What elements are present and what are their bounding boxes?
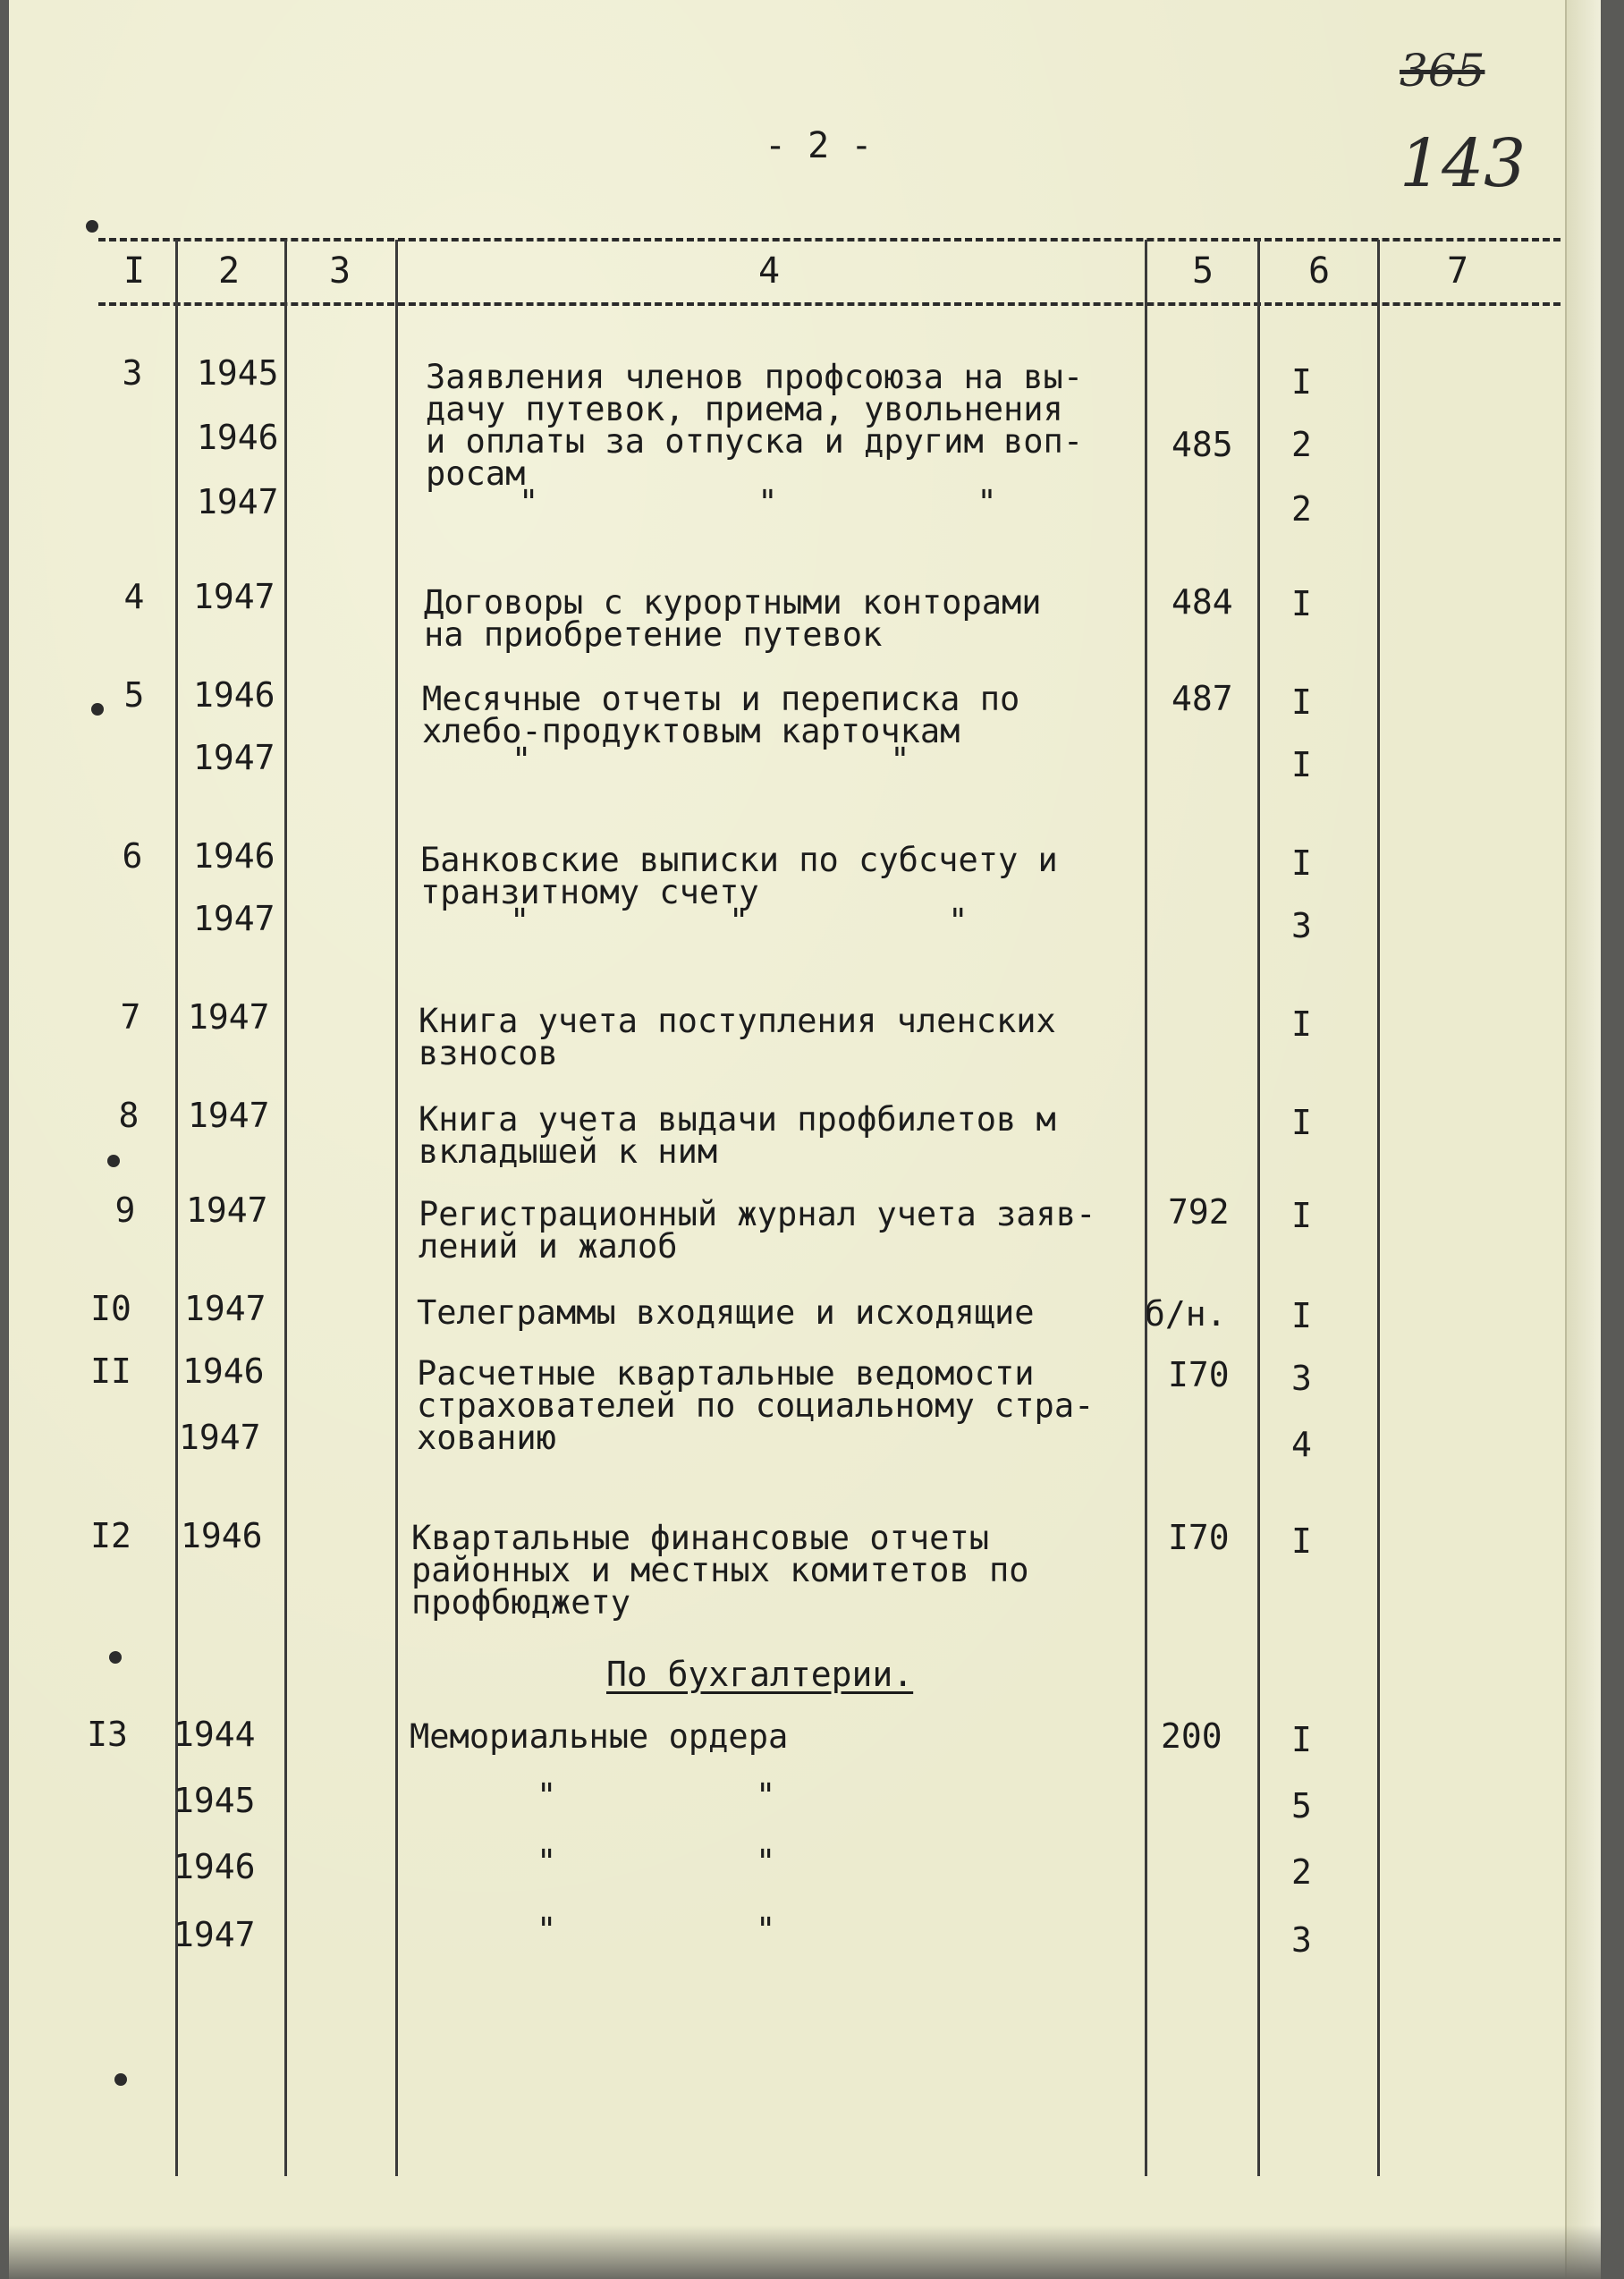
row-number: II (90, 1351, 131, 1391)
column-divider (1257, 240, 1260, 2176)
row-description: Заявления членов профсоюза на вы- дачу путевок, приема, увольнения и оплаты за отпуска и другим воп- росам (426, 358, 1084, 493)
row-count: I (1291, 1004, 1312, 1044)
row-year: 1947 (193, 899, 275, 938)
column-header-1: I (123, 250, 146, 292)
row-description: Книга учета выдачи профбилетов м вкладышей к ним (419, 1100, 1056, 1171)
row-count: 2 (1291, 489, 1312, 529)
header-bottom-rule (98, 302, 1561, 306)
row-description: Регистрационный журнал учета заяв- лений и жалоб (419, 1195, 1096, 1266)
row-year: 1947 (193, 577, 275, 616)
row-count: 3 (1291, 906, 1312, 945)
new-folio-number: 143 (1400, 125, 1527, 202)
column-header-7: 7 (1446, 250, 1469, 292)
row-number: 7 (120, 997, 141, 1037)
row-description: Телеграммы входящие и исходящие (417, 1293, 1035, 1332)
row-year: 1947 (193, 738, 275, 777)
row-year: 1946 (193, 675, 275, 715)
punch-hole (114, 2073, 127, 2086)
page-bottom-shadow (9, 2225, 1601, 2279)
page-number: - 2 - (765, 125, 873, 166)
punch-hole (91, 703, 104, 716)
row-number: I2 (90, 1516, 131, 1555)
row-count: I (1291, 843, 1312, 883)
page-edge (1565, 0, 1601, 2279)
header-top-rule (98, 238, 1561, 241)
ditto-marks: " " " (510, 902, 968, 940)
row-year: 1947 (197, 482, 279, 521)
row-year: 1946 (197, 418, 279, 457)
row-number: I0 (90, 1289, 131, 1328)
row-count: I (1291, 682, 1312, 722)
row-count: 4 (1291, 1425, 1312, 1464)
column-divider (1145, 240, 1147, 2176)
row-year: 1945 (173, 1781, 256, 1820)
row-count: I (1291, 1296, 1312, 1335)
row-count: 2 (1291, 425, 1312, 464)
ditto-marks: " " (537, 1843, 776, 1881)
row-count: I (1291, 745, 1312, 784)
old-folio-number: 365 (1400, 45, 1485, 97)
punch-hole (107, 1155, 120, 1167)
document-page (9, 0, 1601, 2279)
row-code: I70 (1168, 1355, 1230, 1394)
row-year: 1944 (173, 1715, 256, 1754)
column-divider (1377, 240, 1380, 2176)
row-number: 6 (122, 836, 143, 876)
row-code: 200 (1161, 1716, 1222, 1756)
row-description: Расчетные квартальные ведомости страхователей по социальному стра- хованию (417, 1354, 1095, 1457)
row-count: I (1291, 1103, 1312, 1142)
row-year: 1947 (173, 1915, 256, 1954)
row-code: 487 (1171, 679, 1233, 718)
row-number: 5 (123, 675, 145, 715)
row-code: I70 (1168, 1518, 1230, 1557)
row-count: I (1291, 1196, 1312, 1235)
row-description: Договоры с курортными конторами на приобретение путевок (424, 583, 1042, 654)
punch-hole (109, 1651, 122, 1664)
row-year: 1947 (179, 1418, 261, 1457)
row-year: 1946 (182, 1351, 265, 1391)
ditto-marks: " " (512, 741, 910, 779)
column-header-3: 3 (328, 250, 351, 292)
column-header-2: 2 (217, 250, 241, 292)
row-description: Мемориальные ордера (410, 1717, 789, 1756)
row-description: Банковские выписки по субсчету и транзитному счету (420, 841, 1058, 911)
row-count: 5 (1291, 1786, 1312, 1826)
column-divider (395, 240, 398, 2176)
ditto-marks: " " (537, 1776, 776, 1815)
row-year: 1946 (173, 1847, 256, 1886)
row-year: 1947 (188, 997, 270, 1037)
punch-hole (86, 220, 98, 233)
row-code: 484 (1171, 582, 1233, 622)
row-count: 3 (1291, 1359, 1312, 1398)
row-code: 792 (1168, 1192, 1230, 1232)
column-header-4: 4 (757, 250, 781, 292)
row-code: б/н. (1145, 1294, 1227, 1334)
row-number: 4 (123, 577, 145, 616)
row-number: 8 (118, 1096, 140, 1135)
row-year: 1945 (197, 353, 279, 393)
row-count: I (1291, 584, 1312, 623)
row-number: I3 (87, 1715, 128, 1754)
row-code: 485 (1171, 425, 1233, 464)
column-header-6: 6 (1307, 250, 1331, 292)
row-year: 1947 (184, 1289, 266, 1328)
row-count: 2 (1291, 1852, 1312, 1892)
section-heading: По бухгалтерии. (606, 1655, 914, 1694)
row-count: 3 (1291, 1920, 1312, 1960)
row-description: Месячные отчеты и переписка по хлебо-продуктовым карточкам (422, 680, 1020, 750)
column-header-5: 5 (1191, 250, 1214, 292)
row-count: I (1291, 362, 1312, 402)
row-count: I (1291, 1521, 1312, 1561)
ditto-marks: " " " (519, 483, 997, 521)
row-year: 1947 (188, 1096, 270, 1135)
column-divider (284, 240, 287, 2176)
row-year: 1947 (186, 1190, 268, 1230)
row-description: Квартальные финансовые отчеты районных и местных комитетов по профбюджету (411, 1519, 1029, 1622)
row-count: I (1291, 1720, 1312, 1759)
ditto-marks: " " (537, 1910, 776, 1949)
row-year: 1946 (193, 836, 275, 876)
row-number: 3 (122, 353, 143, 393)
row-year: 1946 (181, 1516, 263, 1555)
row-number: 9 (114, 1190, 136, 1230)
row-description: Книга учета поступления членских взносов (419, 1002, 1056, 1072)
